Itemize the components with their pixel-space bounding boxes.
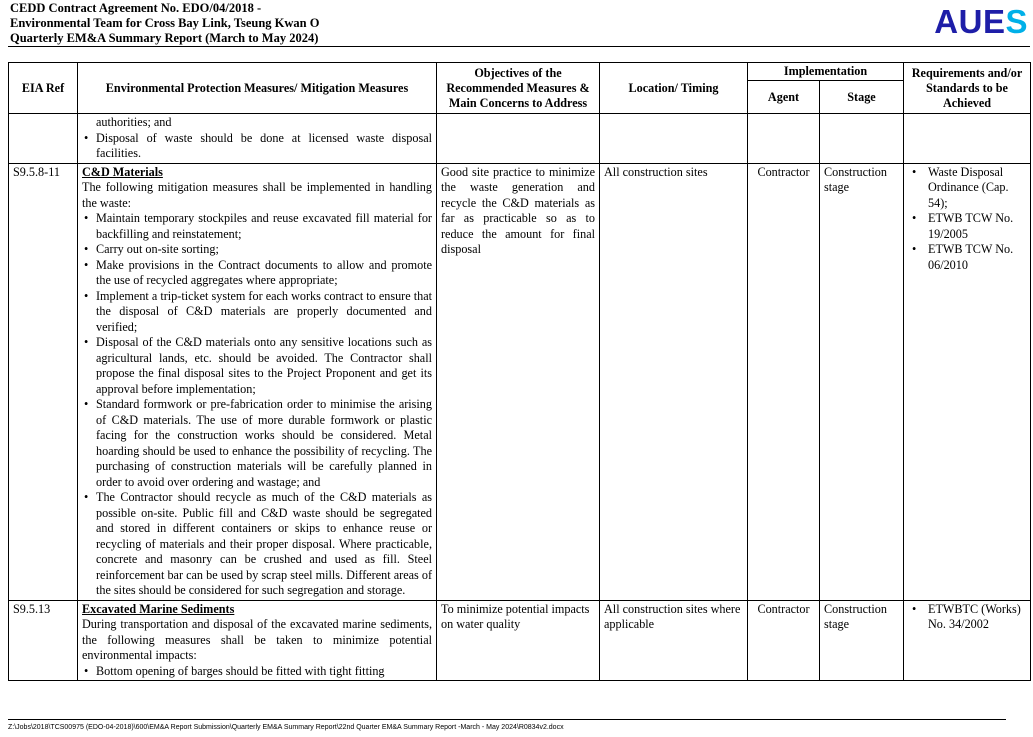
table-row-marine-sediments xyxy=(9,600,1031,681)
cont-measures-cell xyxy=(78,114,437,164)
header-row-1 xyxy=(9,63,1031,81)
measure-bullet: • Disposal of the C&D materials onto any sensitive locations such as agricultural lands, etc. should be avoided. The Contractor shall propose the final disposal sites to the Project Proponent and get its approval before implementation; xyxy=(96,335,432,397)
measure-bullet: • Standard formwork or pre-fabrication order to minimise the arising of C&D materials. The use of more durable formwork or plastic facing for the construction works should be considered. Metal hoarding should be used to enhance the possibility of recycling. The purchasing of construction materials will be carefully planned in order to avoid over ordering and wastage; and xyxy=(96,397,432,490)
stage-cell: Construction stage xyxy=(820,163,904,600)
cont-bullet: • Disposal of waste should be done at licensed waste disposal facilities. xyxy=(96,131,432,162)
measure-bullets xyxy=(82,211,432,599)
cont-line: authorities; and xyxy=(96,115,172,129)
objective-cell: Good site practice to minimize the waste generation and recycle the C&D materials as far as practicable so as to reduce the amount for final disposal xyxy=(437,163,600,600)
measures-cell xyxy=(78,163,437,600)
measure-intro: The following mitigation measures shall be implemented in handling the waste: xyxy=(82,180,432,210)
requirement-item: • ETWB TCW No. 19/2005 xyxy=(928,211,1026,242)
requirements-cell xyxy=(904,600,1031,681)
measure-intro: During transportation and disposal of the excavated marine sediments, the following measures shall be taken to minimize potential environmental impacts: xyxy=(82,617,432,662)
col-agent: Agent xyxy=(748,81,820,114)
measures-cell xyxy=(78,600,437,681)
table-row-continued xyxy=(9,114,1031,164)
mitigation-table xyxy=(8,62,1031,681)
report-title: Quarterly EM&A Summary Report (March to May 2024) xyxy=(10,31,319,45)
cont-requirements-cell xyxy=(904,114,1031,164)
measure-bullet: • Maintain temporary stockpiles and reuse excavated fill material for backfilling and reinstatement; xyxy=(96,211,432,242)
agent-cell: Contractor xyxy=(748,163,820,600)
cont-objective-cell xyxy=(437,114,600,164)
col-location: Location/ Timing xyxy=(600,63,748,114)
document-header xyxy=(10,1,319,46)
location-cell: All construction sites xyxy=(600,163,748,600)
footer-file-path: Z:\Jobs\2018\TCS00975 (EDO-04-2018)\600\EM&A Report Submission\Quarterly EM&A Summary Report\22nd Quarter EM&A Summary Report -March - May 2024\R0834v2.docx xyxy=(8,724,564,731)
measure-bullet: • Implement a trip-ticket system for each works contract to ensure that the disposal of C&D materials are properly documented and verified; xyxy=(96,289,432,336)
footer-rule xyxy=(8,719,1006,720)
col-objectives: Objectives of the Recommended Measures & Main Concerns to Address xyxy=(437,63,600,114)
logo-text-s: S xyxy=(1005,3,1028,40)
cont-agent-cell xyxy=(748,114,820,164)
requirement-item: • Waste Disposal Ordinance (Cap. 54); xyxy=(928,165,1026,212)
requirement-item: • ETWBTC (Works) No. 34/2002 xyxy=(928,602,1026,633)
requirements-cell xyxy=(904,163,1031,600)
col-measures: Environmental Protection Measures/ Mitigation Measures xyxy=(78,63,437,114)
agent-cell: Contractor xyxy=(748,600,820,681)
measure-bullet: • Bottom opening of barges should be fitted with tight fitting xyxy=(96,664,432,680)
col-eia-ref: EIA Ref xyxy=(9,63,78,114)
measure-bullet: • The Contractor should recycle as much of the C&D materials as possible on-site. Public fill and C&D waste should be segregated and stored in different containers or skips to enhance reuse or recycling of materials and their proper disposal. Where practicable, concrete and masonry can be crushed and used as fill. Steel reinforcement bar can be used by scrap steel mills. Different areas of the sites should be considered for such segregation and storage. xyxy=(96,490,432,599)
measure-bullet: • Make provisions in the Contract documents to allow and promote the use of recycled aggregates where appropriate; xyxy=(96,258,432,289)
cont-ref-cell xyxy=(9,114,78,164)
measure-bullet: • Carry out on-site sorting; xyxy=(96,242,432,258)
location-cell: All construction sites where applicable xyxy=(600,600,748,681)
measure-title: C&D Materials xyxy=(82,164,163,179)
objective-cell: To minimize potential impacts on water quality xyxy=(437,600,600,681)
contract-line: CEDD Contract Agreement No. EDO/04/2018 - xyxy=(10,1,262,15)
col-implementation: Implementation xyxy=(748,63,904,81)
requirement-item: • ETWB TCW No. 06/2010 xyxy=(928,242,1026,273)
cont-stage-cell xyxy=(820,114,904,164)
logo-text-a: AUE xyxy=(934,3,1006,40)
col-requirements: Requirements and/or Standards to be Achieved xyxy=(904,63,1031,114)
header-rule xyxy=(8,46,1030,47)
eia-ref-cell: S9.5.8-11 xyxy=(9,163,78,600)
team-line: Environmental Team for Cross Bay Link, Tseung Kwan O xyxy=(10,16,320,30)
table-row-cd-materials xyxy=(9,163,1031,600)
eia-ref-cell: S9.5.13 xyxy=(9,600,78,681)
col-stage: Stage xyxy=(820,81,904,114)
aues-logo xyxy=(934,2,1028,42)
measure-title: Excavated Marine Sediments xyxy=(82,601,235,616)
cont-location-cell xyxy=(600,114,748,164)
stage-cell: Construction stage xyxy=(820,600,904,681)
